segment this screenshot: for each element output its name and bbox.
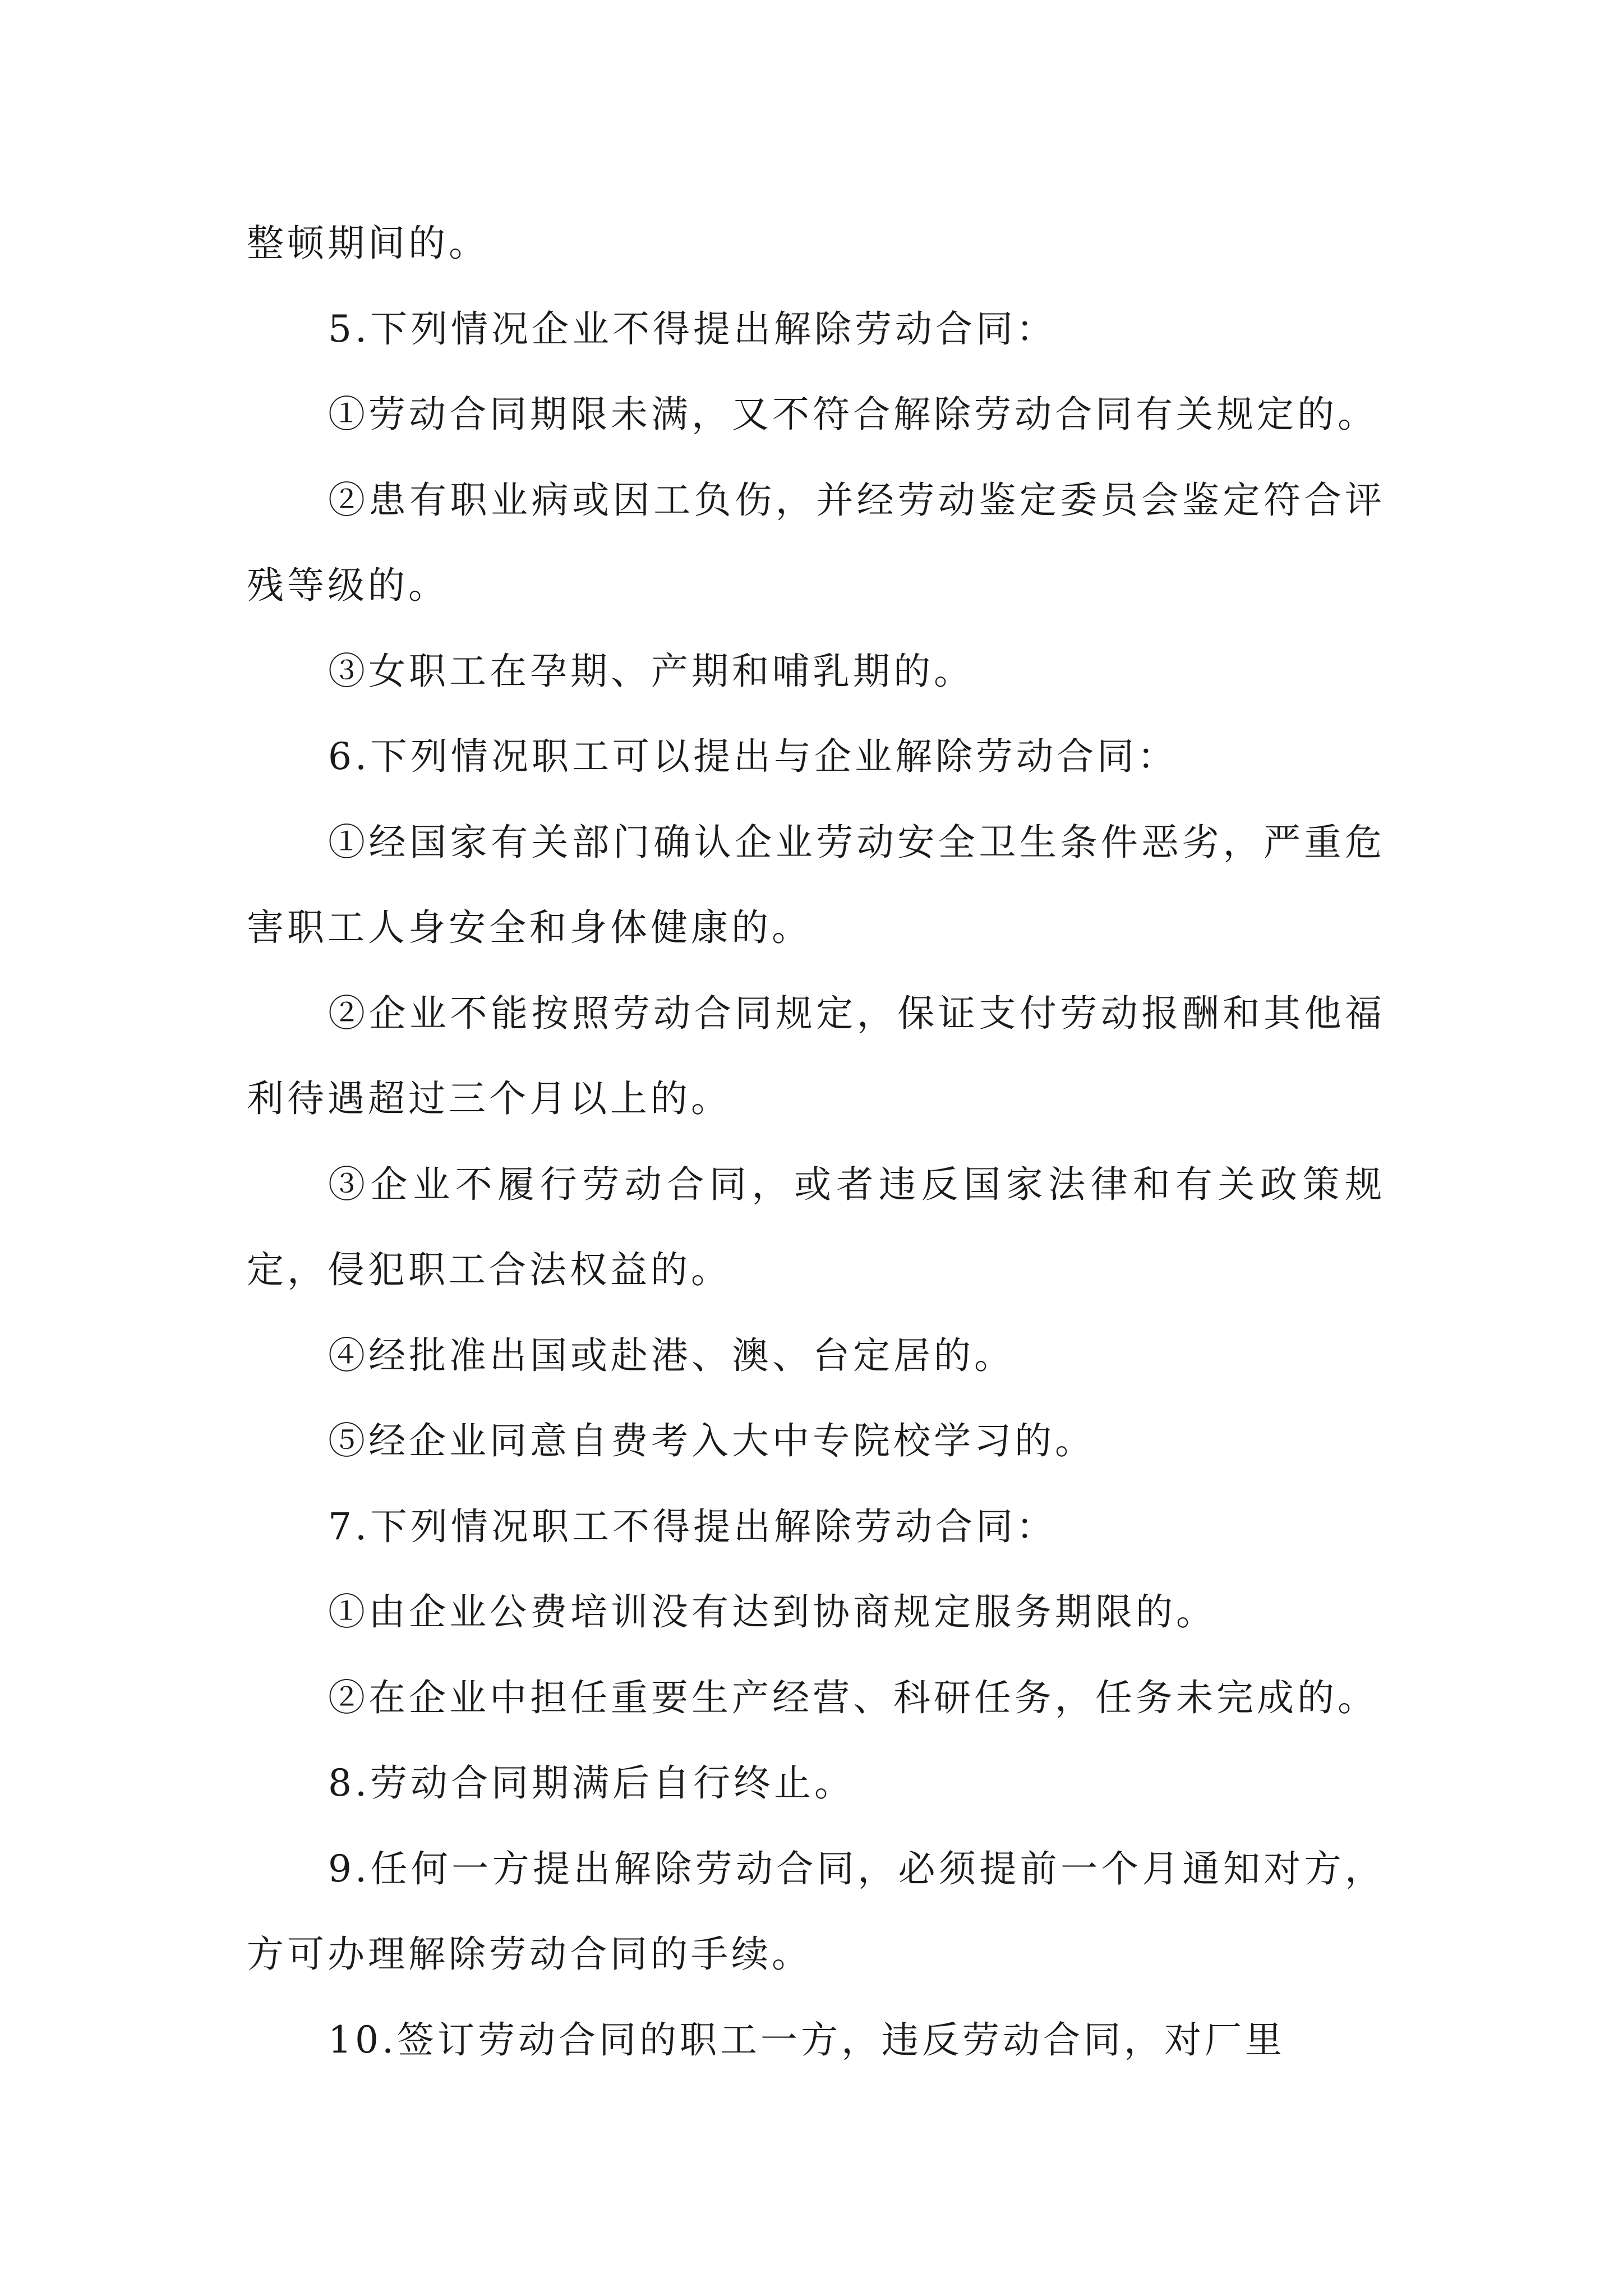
- document-body: [247, 201, 1385, 2083]
- paragraph-item-6-heading: 6.下列情况职工可以提出与企业解除劳动合同：: [328, 735, 1178, 778]
- paragraph-item-6-5: ⑤经企业同意自费考入大中专院校学习的。: [328, 1419, 1095, 1462]
- paragraph-item-5-1: ①劳动合同期限未满，又不符合解除劳动合同有关规定的。: [328, 393, 1378, 436]
- paragraph-item-6-4: ④经批准出国或赴港、澳、台定居的。: [328, 1333, 1015, 1377]
- paragraph-continuation: 整顿期间的。: [247, 222, 489, 265]
- paragraph-item-10: 10.签订劳动合同的职工一方，违反劳动合同，对厂里: [328, 2018, 1285, 2062]
- paragraph-item-9: 9.任何一方提出解除劳动合同，必须提前一个月通知对方，方可办理解除劳动合同的手续。: [247, 1847, 1385, 1976]
- paragraph-item-5-3: ③女职工在孕期、产期和哺乳期的。: [328, 649, 974, 693]
- paragraph-item-6-1: ①经国家有关部门确认企业劳动安全卫生条件恶劣，严重危害职工人身安全和身体健康的。: [247, 820, 1385, 949]
- paragraph-item-6-3: ③企业不履行劳动合同，或者违反国家法律和有关政策规定，侵犯职工合法权益的。: [247, 1162, 1385, 1291]
- paragraph-item-7-heading: 7.下列情况职工不得提出解除劳动合同：: [328, 1504, 1057, 1548]
- paragraph-item-6-2: ②企业不能按照劳动合同规定，保证支付劳动报酬和其他福利待遇超过三个月以上的。: [247, 991, 1385, 1120]
- paragraph-item-5-heading: 5.下列情况企业不得提出解除劳动合同：: [328, 307, 1057, 351]
- paragraph-item-8: 8.劳动合同期满后自行终止。: [328, 1761, 855, 1805]
- paragraph-item-5-2: ②患有职业病或因工负伤，并经劳动鉴定委员会鉴定符合评残等级的。: [247, 478, 1385, 607]
- paragraph-item-7-1: ①由企业公费培训没有达到协商规定服务期限的。: [328, 1590, 1216, 1634]
- paragraph-item-7-2: ②在企业中担任重要生产经营、科研任务，任务未完成的。: [328, 1676, 1378, 1719]
